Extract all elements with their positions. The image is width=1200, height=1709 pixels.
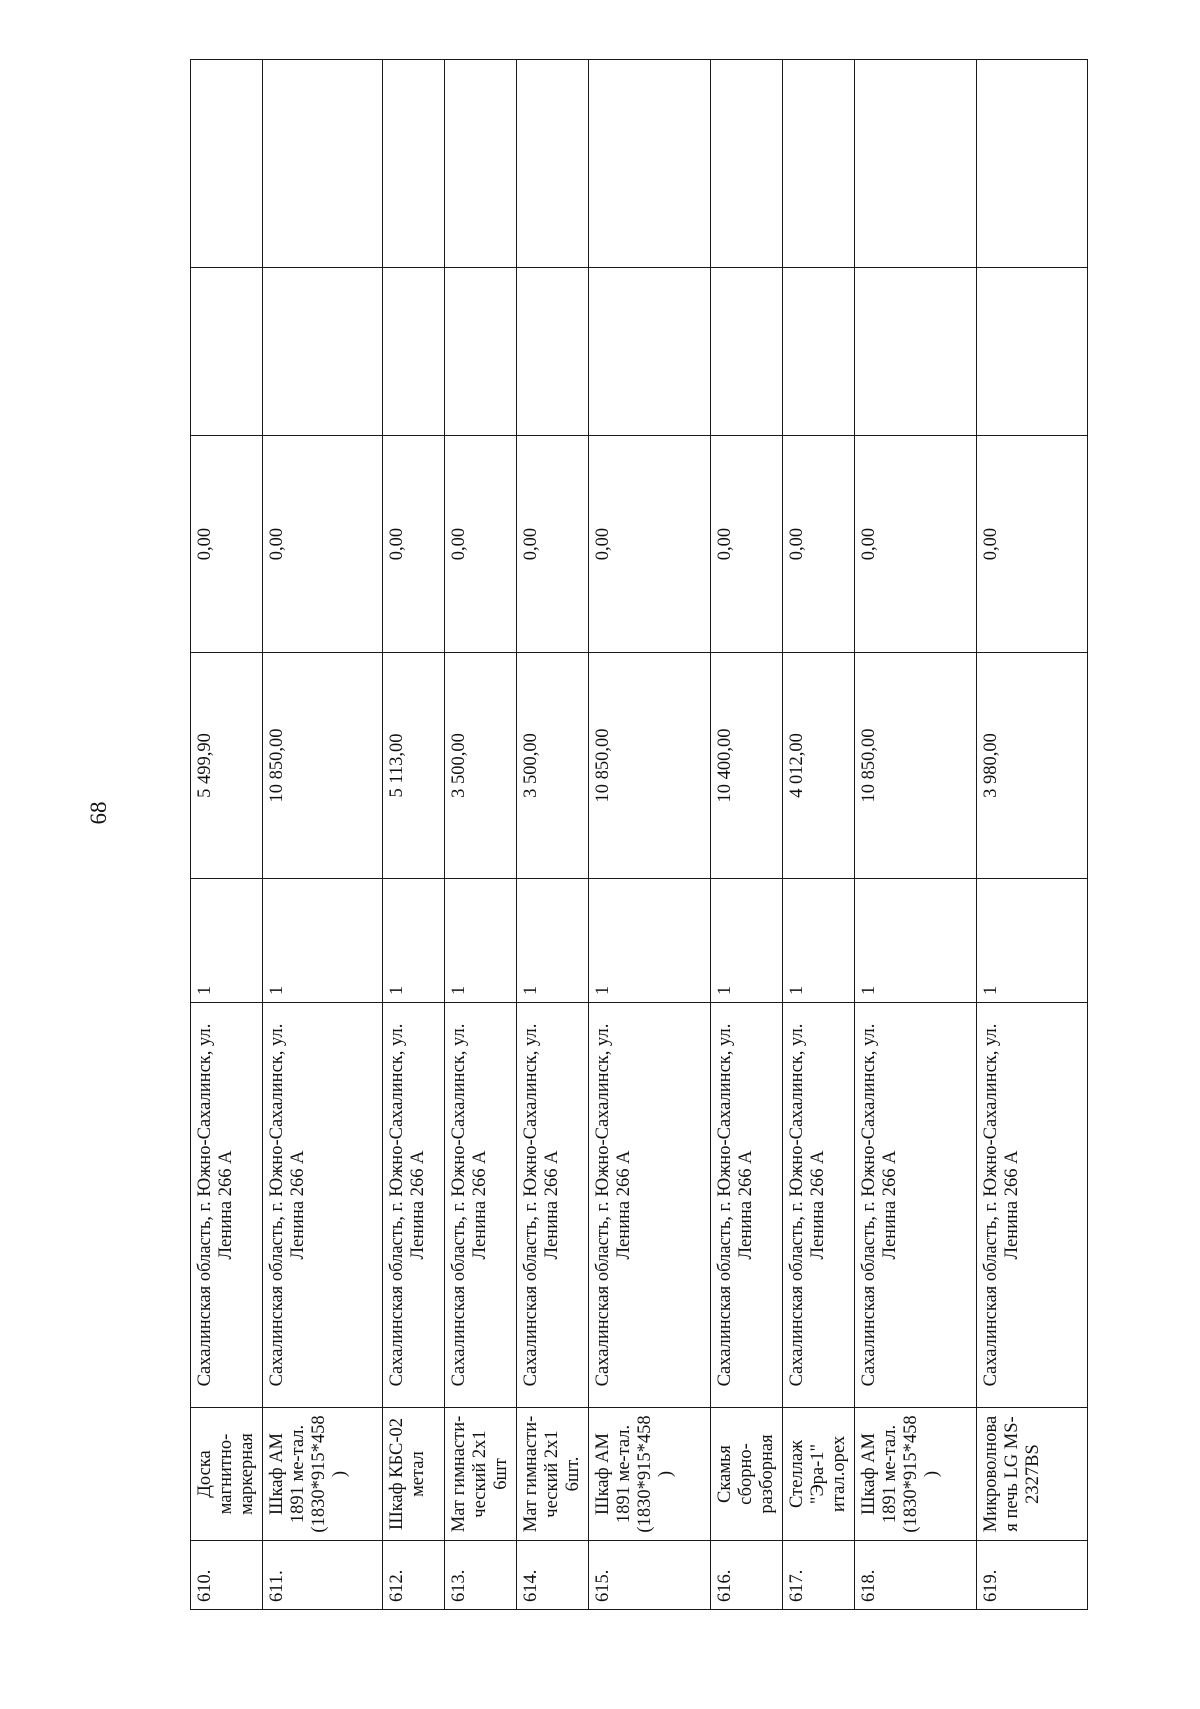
empty-cell (589, 268, 711, 436)
item-cost: 3 500,00 (445, 653, 517, 879)
item-cost: 3 980,00 (977, 653, 1088, 879)
item-name: Мат гимнасти-ческий 2х1 6шт (445, 1408, 517, 1541)
item-name: Скамья сборно-разборная (711, 1408, 783, 1541)
item-name: Шкаф АМ 1891 ме-тал.(1830*915*458) (263, 1408, 383, 1541)
item-cost: 10 850,00 (589, 653, 711, 879)
table-row (711, 60, 783, 1610)
item-quantity: 1 (445, 879, 517, 1003)
item-cost: 10 850,00 (263, 653, 383, 879)
item-name: Мат гимнасти-ческий 2х1 6шт. (517, 1408, 589, 1541)
item-address: Сахалинская область, г. Южно-Сахалинск, ул. Ленина 266 А (445, 1003, 517, 1408)
item-name: Шкаф АМ 1891 ме-тал.(1830*915*458) (855, 1408, 977, 1541)
row-number: 610. (191, 1541, 263, 1610)
item-cost: 4 012,00 (783, 653, 855, 879)
item-address: Сахалинская область, г. Южно-Сахалинск, ул. Ленина 266 А (191, 1003, 263, 1408)
item-address: Сахалинская область, г. Южно-Сахалинск, ул. Ленина 266 А (977, 1003, 1088, 1408)
item-quantity: 1 (191, 879, 263, 1003)
item-depreciation: 0,00 (445, 436, 517, 653)
item-address: Сахалинская область, г. Южно-Сахалинск, ул. Ленина 266 А (855, 1003, 977, 1408)
item-cost: 10 400,00 (711, 653, 783, 879)
item-depreciation: 0,00 (383, 436, 445, 653)
row-number: 614. (517, 1541, 589, 1610)
row-number: 611. (263, 1541, 383, 1610)
item-depreciation: 0,00 (589, 436, 711, 653)
page-number: 68 (86, 801, 111, 825)
row-number: 618. (855, 1541, 977, 1610)
item-quantity: 1 (977, 879, 1088, 1003)
empty-cell (783, 60, 855, 268)
item-cost: 10 850,00 (855, 653, 977, 879)
empty-cell (191, 268, 263, 436)
empty-cell (263, 268, 383, 436)
item-cost: 3 500,00 (517, 653, 589, 879)
table-row (977, 60, 1088, 1610)
item-address: Сахалинская область, г. Южно-Сахалинск, ул. Ленина 266 А (263, 1003, 383, 1408)
item-depreciation: 0,00 (517, 436, 589, 653)
table-row (191, 60, 263, 1610)
empty-cell (783, 268, 855, 436)
item-name: Доска магнитно-маркерная (191, 1408, 263, 1541)
item-cost: 5 113,00 (383, 653, 445, 879)
item-cost: 5 499,90 (191, 653, 263, 879)
item-depreciation: 0,00 (855, 436, 977, 653)
item-name: Шкаф АМ 1891 ме-тал.(1830*915*458) (589, 1408, 711, 1541)
empty-cell (855, 268, 977, 436)
empty-cell (977, 268, 1088, 436)
row-number: 619. (977, 1541, 1088, 1610)
row-number: 615. (589, 1541, 711, 1610)
item-quantity: 1 (517, 879, 589, 1003)
empty-cell (383, 268, 445, 436)
item-name: Стеллаж "Эра-1" итал.орех (783, 1408, 855, 1541)
table-row (589, 60, 711, 1610)
item-quantity: 1 (589, 879, 711, 1003)
table-row (445, 60, 517, 1610)
empty-cell (517, 268, 589, 436)
item-depreciation: 0,00 (711, 436, 783, 653)
empty-cell (191, 60, 263, 268)
item-quantity: 1 (783, 879, 855, 1003)
item-depreciation: 0,00 (977, 436, 1088, 653)
empty-cell (589, 60, 711, 268)
empty-cell (263, 60, 383, 268)
row-number: 616. (711, 1541, 783, 1610)
table-row (855, 60, 977, 1610)
item-address: Сахалинская область, г. Южно-Сахалинск, ул. Ленина 266 А (383, 1003, 445, 1408)
item-address: Сахалинская область, г. Южно-Сахалинск, ул. Ленина 266 А (517, 1003, 589, 1408)
empty-cell (855, 60, 977, 268)
item-address: Сахалинская область, г. Южно-Сахалинск, ул. Ленина 266 А (589, 1003, 711, 1408)
empty-cell (711, 60, 783, 268)
table-row (383, 60, 445, 1610)
item-depreciation: 0,00 (783, 436, 855, 653)
item-quantity: 1 (383, 879, 445, 1003)
row-number: 612. (383, 1541, 445, 1610)
empty-cell (445, 268, 517, 436)
item-name: Микроволновая печь LG MS-2327BS (977, 1408, 1088, 1541)
item-address: Сахалинская область, г. Южно-Сахалинск, ул. Ленина 266 А (711, 1003, 783, 1408)
item-quantity: 1 (263, 879, 383, 1003)
row-number: 617. (783, 1541, 855, 1610)
table-row (517, 60, 589, 1610)
inventory-table (190, 59, 1088, 1610)
empty-cell (517, 60, 589, 268)
item-depreciation: 0,00 (191, 436, 263, 653)
inventory-table-rotated (190, 60, 1085, 1610)
table-row (263, 60, 383, 1610)
empty-cell (445, 60, 517, 268)
item-address: Сахалинская область, г. Южно-Сахалинск, ул. Ленина 266 А (783, 1003, 855, 1408)
item-name: Шкаф КБС-02 метал (383, 1408, 445, 1541)
item-quantity: 1 (855, 879, 977, 1003)
empty-cell (977, 60, 1088, 268)
item-depreciation: 0,00 (263, 436, 383, 653)
table-row (783, 60, 855, 1610)
empty-cell (383, 60, 445, 268)
item-quantity: 1 (711, 879, 783, 1003)
empty-cell (711, 268, 783, 436)
row-number: 613. (445, 1541, 517, 1610)
